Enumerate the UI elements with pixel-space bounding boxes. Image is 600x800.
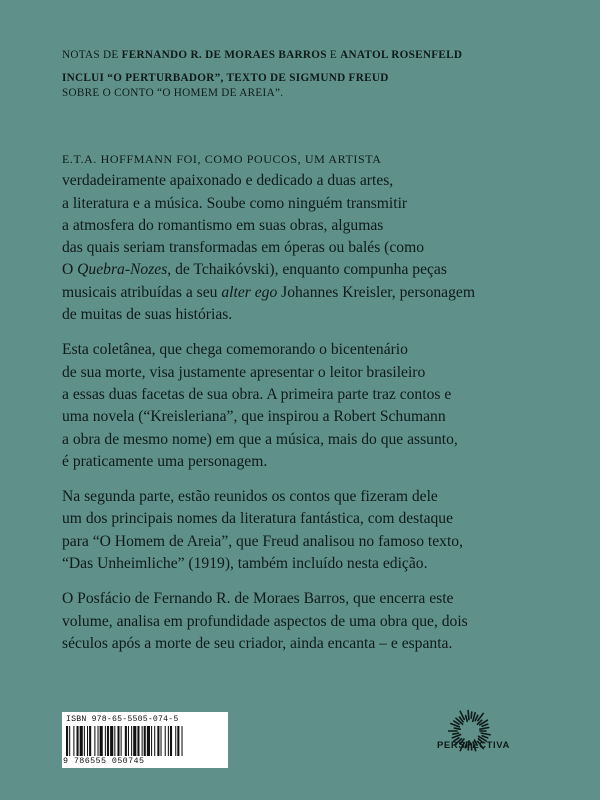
author-credit-1: FERNANDO R. DE MORAES BARROS: [121, 49, 327, 61]
logo-ray: [481, 733, 490, 735]
text-line: para “O Homem de Areia”, que Freud analisou no famoso texto,: [62, 532, 463, 550]
text-line: a atmosfera do romantismo em suas obras, algumas: [62, 216, 384, 234]
text-line: um dos principais nomes da literatura fantástica, com destaque: [62, 510, 454, 528]
text-line: séculos após a morte de seu criador, ainda encanta – e espanta.: [62, 634, 453, 652]
barcode-bar: [117, 726, 119, 756]
logo-ray: [454, 721, 459, 724]
barcode-bar: [77, 726, 79, 756]
text-line: verdadeiramente apaixonado e dedicado a duas artes,: [62, 172, 394, 190]
barcode-bar: [121, 726, 122, 756]
italic-term: alter ego: [221, 283, 278, 301]
paragraph-4: [62, 588, 562, 655]
barcode-bar: [87, 726, 88, 756]
paragraph-3: [62, 486, 562, 575]
text-line: uma novela (“Kreisleriana”, que inspirou a Robert Schumann: [62, 408, 446, 426]
logo-ray: [453, 733, 459, 734]
logo-ray: [482, 724, 488, 726]
barcode-bar: [131, 726, 132, 756]
barcode-bar: [175, 726, 176, 756]
credits-block: [62, 48, 552, 101]
starburst-circle-icon: [448, 692, 558, 772]
text-line: das quais seriam transformadas em óperas ou balés (como: [62, 239, 425, 257]
barcode-bar: [84, 726, 85, 756]
barcode-bar: [80, 726, 83, 756]
notes-label: NOTAS DE: [62, 49, 119, 61]
barcode-bar: [154, 726, 155, 756]
barcode-bar: [144, 726, 146, 756]
barcode-bar: [73, 726, 74, 756]
barcode-bar: [94, 726, 95, 756]
barcode-bar: [125, 726, 127, 756]
text-fragment: Johannes Kreisler, personagem: [277, 283, 475, 301]
logo-ray: [454, 728, 460, 729]
barcode-bar: [182, 726, 183, 756]
notes-credit-line: [62, 48, 552, 63]
isbn-barcode: [62, 712, 228, 768]
text-line: [62, 259, 562, 281]
publisher-name: PERSPECTIVA: [437, 740, 510, 751]
barcode-bars: [66, 726, 224, 756]
barcode-bar: [168, 726, 169, 756]
barcode-bar: [137, 726, 139, 756]
text-line: de muitas de suas histórias.: [62, 306, 233, 324]
text-line: de sua morte, visa justamente apresentar o leitor brasileiro: [62, 363, 426, 381]
text-line: a essas duas facetas de sua obra. A primeira parte traz contos e: [62, 385, 452, 403]
logo-ray: [478, 713, 483, 720]
text-line: [62, 282, 562, 304]
barcode-bar: [133, 726, 136, 756]
barcode-bar: [157, 726, 159, 756]
barcode-bar: [147, 726, 150, 756]
text-line: a obra de mesmo nome) em que a música, mais do que assunto,: [62, 430, 458, 448]
text-line: “Das Unheimliche” (1919), também incluído nesta edição.: [62, 555, 428, 573]
barcode-bar: [66, 726, 68, 756]
text-line: é praticamente uma personagem.: [62, 452, 268, 470]
paragraph-2: [62, 339, 562, 473]
barcode-bar: [161, 726, 162, 756]
barcode-bar: [98, 726, 99, 756]
paragraph-1: [62, 148, 562, 326]
logo-ray: [471, 712, 472, 718]
barcode-bar: [114, 726, 115, 756]
text-line: Na segunda parte, estão reunidos os contos que fizeram dele: [62, 488, 438, 506]
logo-ray: [466, 716, 468, 722]
conjunction: E: [329, 49, 338, 61]
barcode-digits: 9 786555 050745: [63, 756, 145, 766]
barcode-bar: [89, 726, 91, 756]
text-line: a literatura e a música. Soube como ninguém transmitir: [62, 194, 408, 212]
blurb-text: [62, 148, 562, 668]
barcode-bar: [105, 726, 106, 756]
text-line: O Posfácio de Fernando R. de Moraes Barros, que encerra este: [62, 590, 454, 608]
barcode-bar: [107, 726, 109, 756]
barcode-bar: [151, 726, 152, 756]
logo-ray: [480, 728, 489, 730]
barcode-bar: [128, 726, 129, 756]
barcode-bar: [69, 726, 70, 756]
barcode-bar: [165, 726, 166, 756]
logo-ray: [482, 736, 488, 738]
barcode-bar: [170, 726, 172, 756]
barcode-bar: [142, 726, 143, 756]
isbn-label: ISBN 978-65-5505-074-5: [66, 715, 179, 724]
italic-title: Quebra-Nozes: [77, 261, 168, 279]
lead-in-line: E.T.A. HOFFMANN FOI, COMO POUCOS, UM ARTISTA: [62, 152, 382, 166]
text-fragment: musicais atribuídas a seu: [62, 283, 222, 301]
text-line: volume, analisa em profundidade aspectos de uma obra que, dois: [62, 612, 468, 630]
text-line: Esta coletânea, que chega comemorando o bicentenário: [62, 341, 408, 359]
barcode-bar: [110, 726, 113, 756]
includes-subline: SOBRE O CONTO “O HOMEM DE AREIA”.: [62, 87, 284, 99]
includes-line: INCLUI “O PERTURBADOR”, TEXTO DE SIGMUND FREUD: [62, 72, 389, 84]
logo-ray: [468, 711, 469, 720]
barcode-bar: [100, 726, 103, 756]
text-fragment: , de Tchaikóvski), enquanto compunha peças: [167, 261, 447, 279]
text-fragment: O: [62, 261, 78, 279]
barcode-bar: [177, 726, 179, 756]
author-credit-2: ANATOL ROSENFELD: [340, 49, 463, 61]
